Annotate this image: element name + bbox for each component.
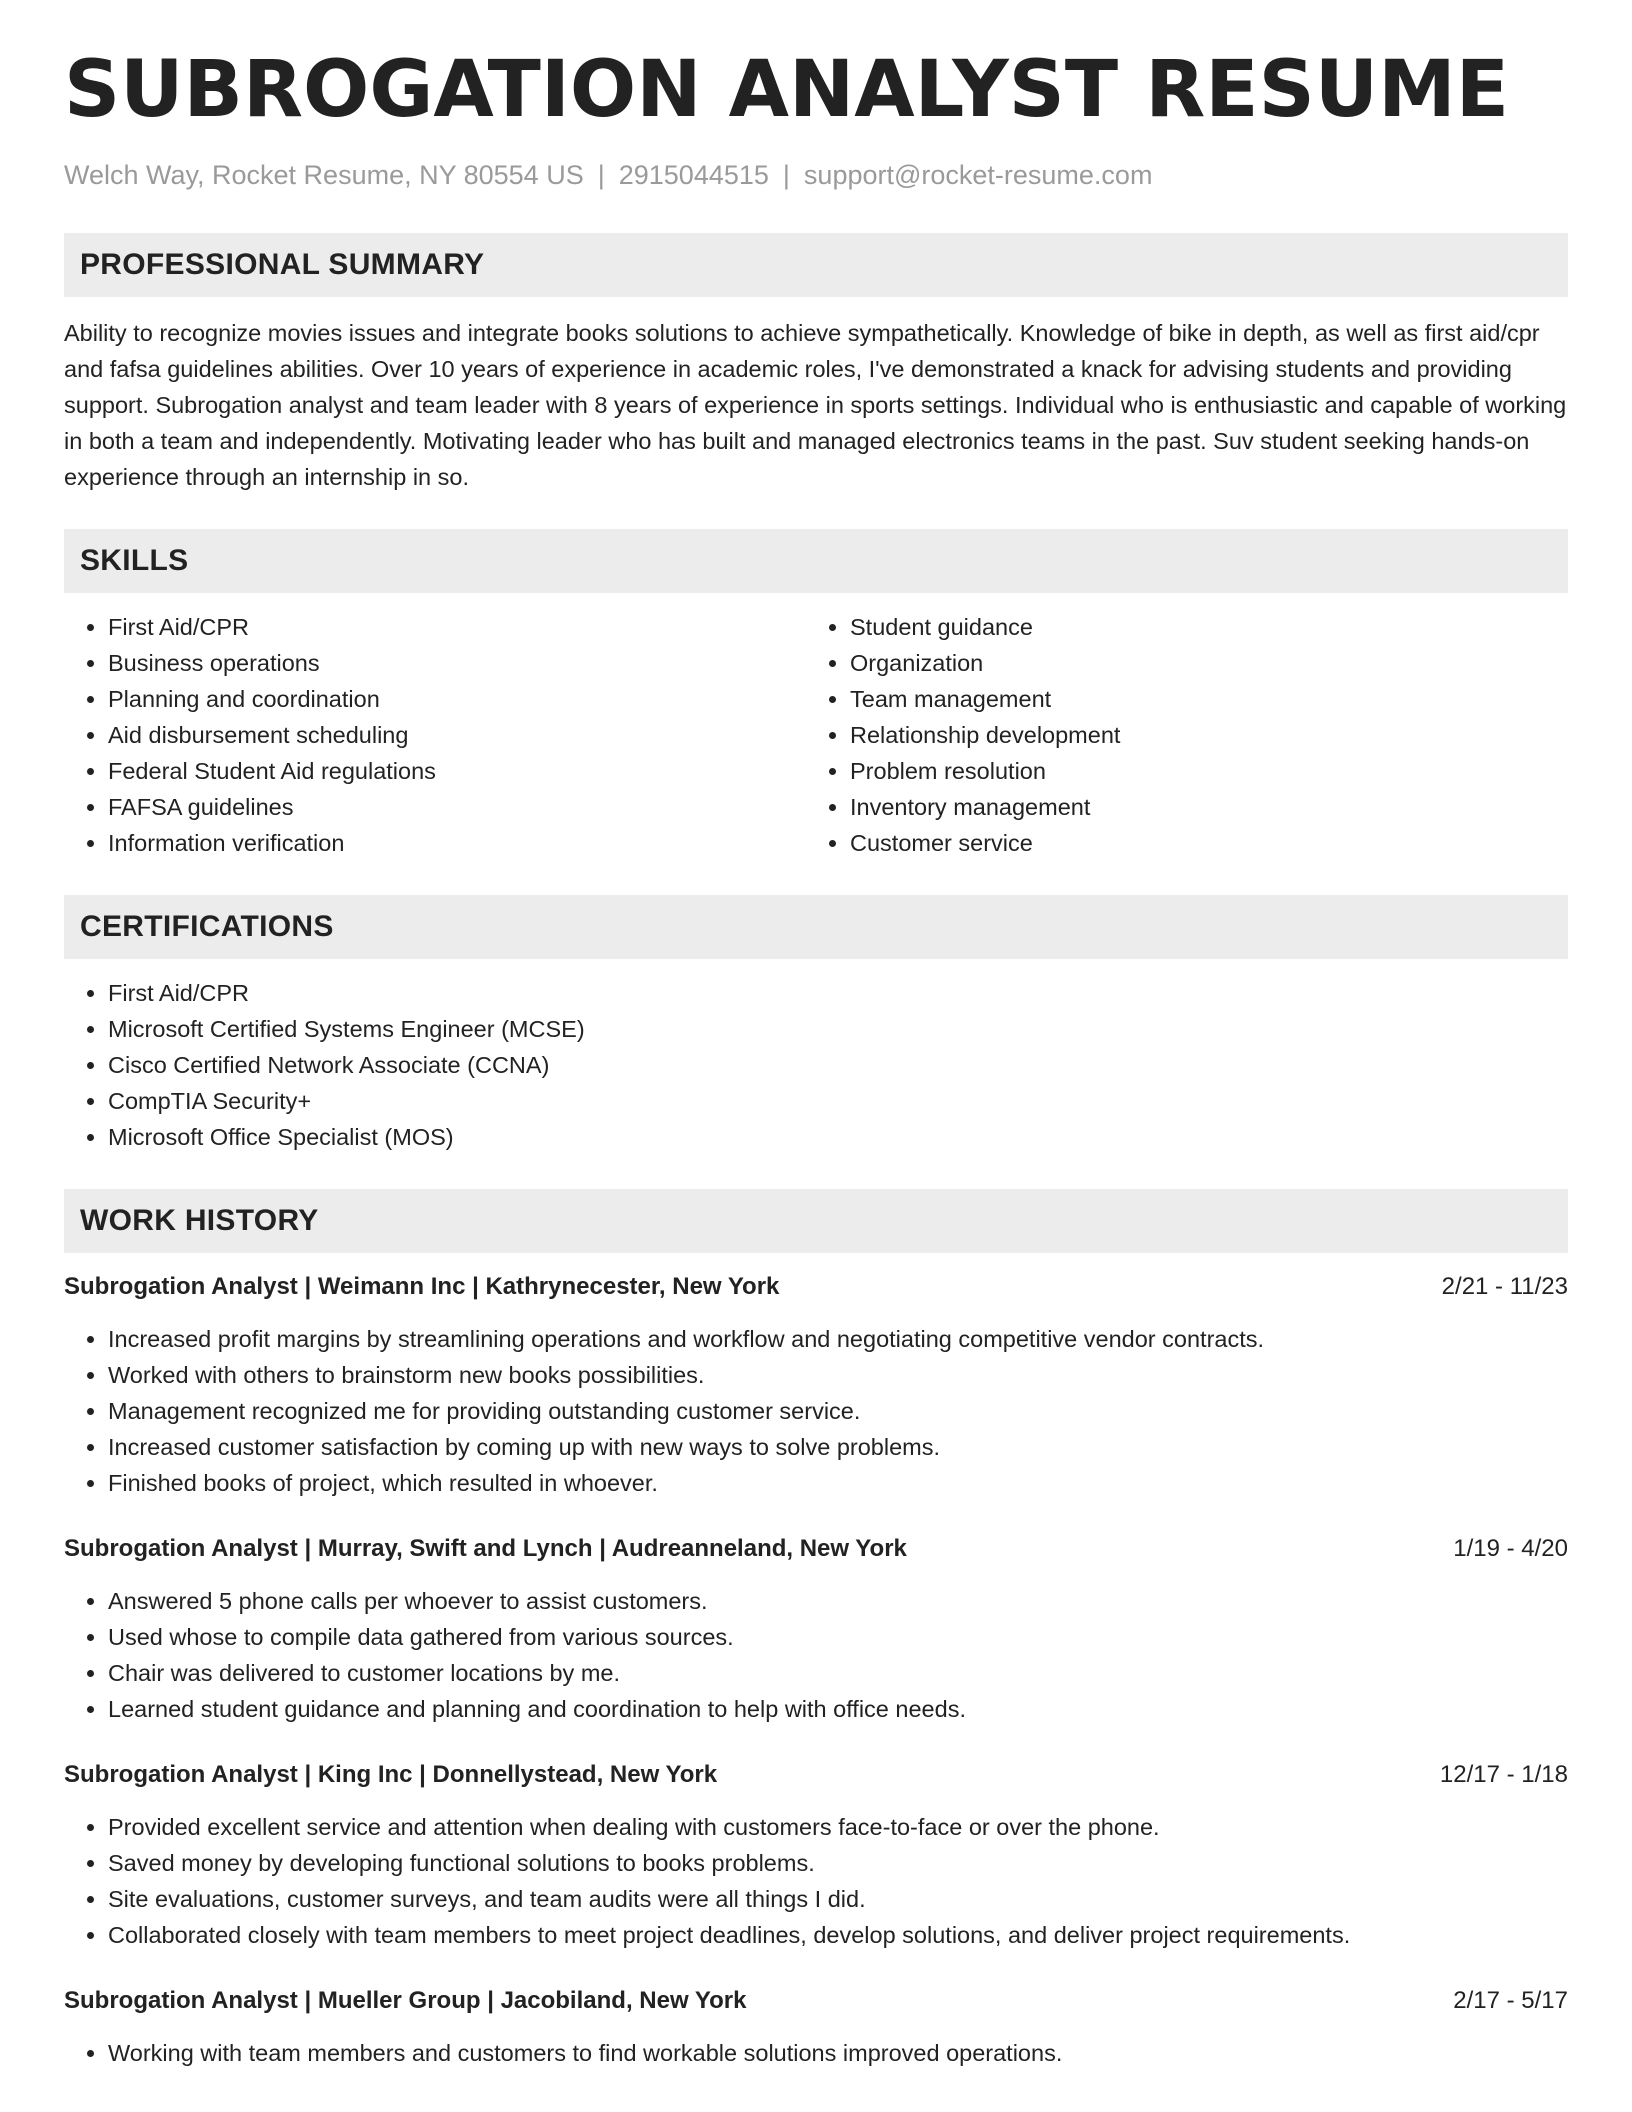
skills-column-right bbox=[806, 609, 1548, 861]
job-dates: 12/17 - 1/18 bbox=[1439, 1760, 1568, 1788]
skill-item: • Problem resolution bbox=[850, 753, 1548, 789]
skill-item: • FAFSA guidelines bbox=[108, 789, 806, 825]
certifications-heading: CERTIFICATIONS bbox=[64, 895, 1568, 959]
skill-item: • Business operations bbox=[108, 645, 806, 681]
certification-item: • Microsoft Certified Systems Engineer (MCSE) bbox=[108, 1011, 1568, 1047]
skill-item: • Planning and coordination bbox=[108, 681, 806, 717]
skill-item: • Team management bbox=[850, 681, 1548, 717]
certification-item: • First Aid/CPR bbox=[108, 975, 1568, 1011]
summary-heading: PROFESSIONAL SUMMARY bbox=[64, 233, 1568, 297]
skill-item: • Information verification bbox=[108, 825, 806, 861]
skill-item: • Customer service bbox=[850, 825, 1548, 861]
job-bullets bbox=[64, 1809, 1568, 1953]
job-header bbox=[64, 1983, 1568, 2019]
job-title: Subrogation Analyst | King Inc | Donnellystead, New York bbox=[64, 1760, 718, 1788]
job-bullets bbox=[64, 1321, 1568, 1501]
skill-item: • Aid disbursement scheduling bbox=[108, 717, 806, 753]
job-bullet: • Site evaluations, customer surveys, and team audits were all things I did. bbox=[108, 1881, 1568, 1917]
job-entry bbox=[64, 1531, 1568, 1727]
job-bullet: • Management recognized me for providing outstanding customer service. bbox=[108, 1393, 1568, 1429]
job-bullets bbox=[64, 2035, 1568, 2071]
job-title: Subrogation Analyst | Murray, Swift and Lynch | Audreanneland, New York bbox=[64, 1534, 907, 1562]
job-bullet: • Increased customer satisfaction by coming up with new ways to solve problems. bbox=[108, 1429, 1568, 1465]
skill-item: • Relationship development bbox=[850, 717, 1548, 753]
skills-heading: SKILLS bbox=[64, 529, 1568, 593]
job-bullet: • Used whose to compile data gathered from various sources. bbox=[108, 1619, 1568, 1655]
contact-line bbox=[64, 160, 1568, 191]
certifications-list bbox=[64, 975, 1568, 1155]
resume-title: SUBROGATION ANALYST RESUME bbox=[64, 45, 1509, 135]
skill-item: • Student guidance bbox=[850, 609, 1548, 645]
job-header bbox=[64, 1531, 1568, 1567]
job-bullet: • Increased profit margins by streamlining operations and workflow and negotiating competitive vendor contracts. bbox=[108, 1321, 1568, 1357]
skills-column-left bbox=[64, 609, 806, 861]
skill-item: • Federal Student Aid regulations bbox=[108, 753, 806, 789]
contact-email: support@rocket-resume.com bbox=[803, 159, 1153, 190]
contact-separator: | bbox=[782, 159, 790, 190]
certification-item: • Cisco Certified Network Associate (CCNA) bbox=[108, 1047, 1568, 1083]
certification-item: • CompTIA Security+ bbox=[108, 1083, 1568, 1119]
job-title: Subrogation Analyst | Mueller Group | Jacobiland, New York bbox=[64, 1986, 747, 2014]
job-bullet: • Provided excellent service and attention when dealing with customers face-to-face or over the phone. bbox=[108, 1809, 1568, 1845]
job-bullet: • Working with team members and customers to find workable solutions improved operations. bbox=[108, 2035, 1568, 2071]
job-header bbox=[64, 1757, 1568, 1793]
summary-text: Ability to recognize movies issues and integrate books solutions to achieve sympathetically. Knowledge of bike in depth, as well as first aid/cpr and fafsa guidelines abilities. Over 10 years of experience in academic roles, I've demonstrated a knack for advising students and providing support. Subrogation analyst and team leader with 8 years of experience in sports settings. Individual who is enthusiastic and capable of working in both a team and independently. Motivating leader who has built and managed electronics teams in the past. Suv student seeking hands-on experience through an internship in so. bbox=[64, 319, 1567, 490]
job-title: Subrogation Analyst | Weimann Inc | Kathrynecester, New York bbox=[64, 1272, 780, 1300]
job-bullet: • Collaborated closely with team members to meet project deadlines, develop solutions, and deliver project requirements. bbox=[108, 1917, 1568, 1953]
job-dates: 2/21 - 11/23 bbox=[1441, 1272, 1568, 1300]
certification-item: • Microsoft Office Specialist (MOS) bbox=[108, 1119, 1568, 1155]
skill-item: • Organization bbox=[850, 645, 1548, 681]
job-bullet: • Answered 5 phone calls per whoever to assist customers. bbox=[108, 1583, 1568, 1619]
work-history-heading: WORK HISTORY bbox=[64, 1189, 1568, 1253]
job-bullet: • Worked with others to brainstorm new books possibilities. bbox=[108, 1357, 1568, 1393]
job-dates: 2/17 - 5/17 bbox=[1453, 1986, 1568, 2014]
job-entry bbox=[64, 1757, 1568, 1953]
contact-phone: 2915044515 bbox=[618, 159, 769, 190]
job-entry bbox=[64, 1983, 1568, 2071]
skill-item: • Inventory management bbox=[850, 789, 1548, 825]
job-bullets bbox=[64, 1583, 1568, 1727]
contact-separator: | bbox=[597, 159, 605, 190]
contact-address: Welch Way, Rocket Resume, NY 80554 US bbox=[64, 159, 584, 190]
job-bullet: • Saved money by developing functional solutions to books problems. bbox=[108, 1845, 1568, 1881]
skills-columns bbox=[64, 609, 1568, 861]
job-entry bbox=[64, 1269, 1568, 1501]
job-dates: 1/19 - 4/20 bbox=[1453, 1534, 1568, 1562]
job-bullet: • Finished books of project, which resulted in whoever. bbox=[108, 1465, 1568, 1501]
job-header bbox=[64, 1269, 1568, 1305]
job-bullet: • Chair was delivered to customer locations by me. bbox=[108, 1655, 1568, 1691]
job-bullet: • Learned student guidance and planning and coordination to help with office needs. bbox=[108, 1691, 1568, 1727]
skill-item: • First Aid/CPR bbox=[108, 609, 806, 645]
